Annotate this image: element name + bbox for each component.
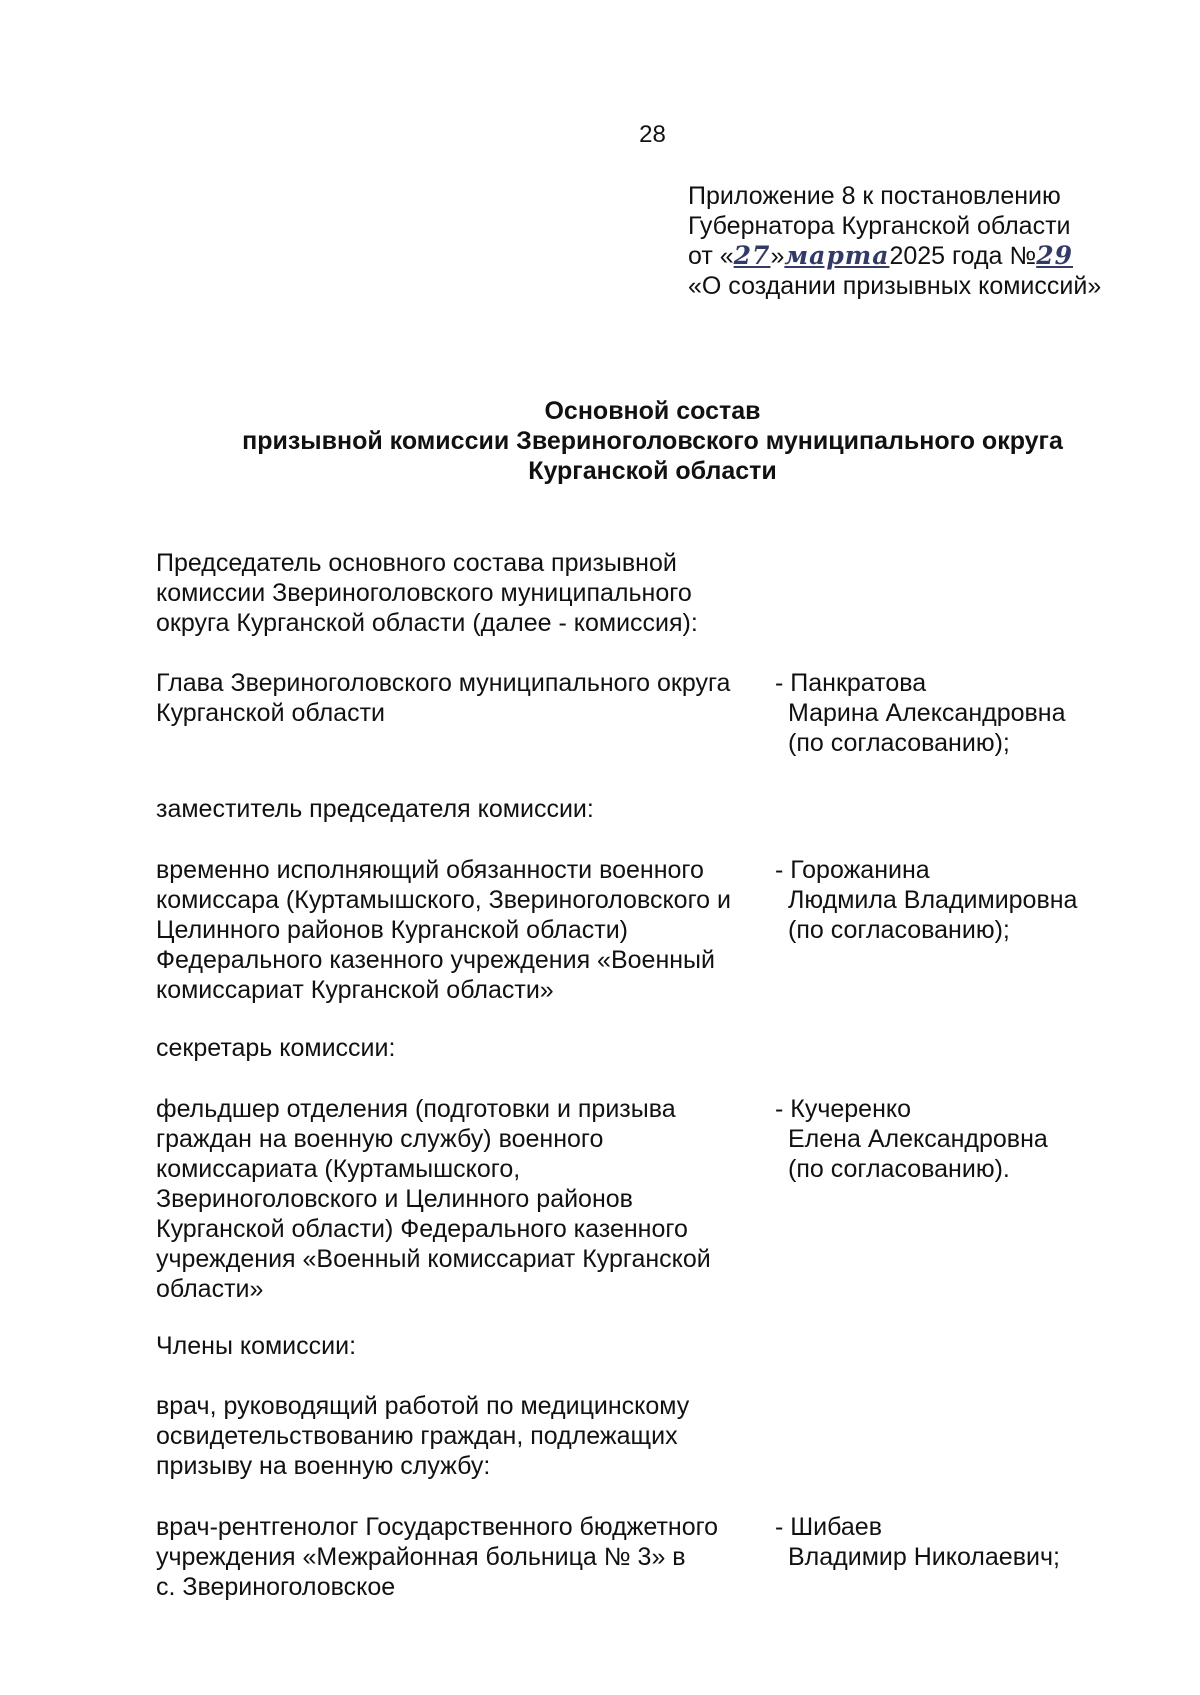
doctor-heading-line: призыву на военную службу: [156, 1452, 491, 1480]
person-name: Елена Александровна [788, 1125, 1048, 1153]
title-line-3: Курганской области [528, 457, 777, 485]
deputy-heading-text: заместитель председателя комиссии: [156, 795, 594, 823]
person-surname: - Кучеренко [775, 1095, 911, 1123]
role-line: граждан на военную службу) военного [156, 1125, 604, 1153]
appendix-date-line [688, 241, 1188, 271]
person-name: Марина Александровна [788, 699, 1066, 727]
person-note: (по согласованию); [788, 729, 1010, 757]
deputy-role [156, 855, 756, 1005]
secretary-heading-text: секретарь комиссии: [156, 1034, 396, 1062]
date-mid: » [770, 242, 785, 270]
page-number: 28 [639, 121, 666, 148]
handwritten-day: 27 [733, 241, 771, 270]
role-line: учреждения «Межрайонная больница № 3» в [156, 1543, 686, 1571]
role-line: Курганской области [156, 699, 386, 727]
doctor-heading-line: освидетельствованию граждан, подлежащих [156, 1422, 678, 1450]
chairman-heading-line: Председатель основного состава призывной [156, 549, 677, 577]
role-line: Звериноголовского и Целинного районов [156, 1185, 633, 1213]
role-line: с. Звериноголовское [156, 1573, 396, 1601]
document-title [0, 396, 1200, 486]
role-line: комиссара (Куртамышского, Звериноголовского и [156, 886, 731, 914]
title-line-2: призывной комиссии Звериноголовского муниципального округа [242, 427, 1063, 455]
handwritten-doc-number: 29 [1036, 241, 1074, 270]
deputy-heading [156, 794, 594, 824]
chairman-role [156, 668, 756, 728]
role-line: комиссариат Курганской области» [156, 976, 554, 1004]
person-note: (по согласованию). [788, 1155, 1010, 1183]
chairman-heading-line: комиссии Звериноголовского муниципального [156, 579, 692, 607]
appendix-line-1: Приложение 8 к постановлению [688, 182, 1061, 210]
role-line: фельдшер отделения (подготовки и призыва [156, 1095, 676, 1123]
role-line: Курганской области) Федерального казенного [156, 1215, 688, 1243]
appendix-line-2: Губернатора Курганской области [688, 212, 1071, 240]
chairman-heading-line: округа Курганской области (далее - комиссия): [156, 609, 698, 637]
role-line: Глава Звериноголовского муниципального округа [156, 669, 731, 697]
secretary-person [775, 1094, 1175, 1184]
role-line: комиссариата (Куртамышского, [156, 1155, 521, 1183]
role-line: учреждения «Военный комиссариат Курганской [156, 1245, 711, 1273]
person-surname: - Панкратова [775, 669, 927, 697]
role-line: Целинного районов Курганской области) [156, 916, 628, 944]
title-line-1: Основной состав [544, 397, 761, 425]
person-surname: - Шибаев [775, 1513, 882, 1541]
chairman-person [775, 668, 1175, 758]
secretary-heading [156, 1033, 395, 1063]
members-heading-text: Члены комиссии: [156, 1332, 357, 1360]
doctor-heading-line: врач, руководящий работой по медицинскому [156, 1392, 690, 1420]
handwritten-month: марта [784, 241, 890, 270]
role-line: временно исполняющий обязанности военного [156, 856, 704, 884]
doctor-role [156, 1512, 756, 1602]
deputy-person [775, 855, 1175, 945]
date-year: 2025 года № [889, 242, 1037, 270]
role-line: области» [156, 1275, 264, 1303]
role-line: врач-рентгенолог Государственного бюджетного [156, 1513, 719, 1541]
appendix-line-4: «О создании призывных комиссий» [688, 272, 1102, 300]
members-heading [156, 1331, 356, 1361]
person-name: Людмила Владимировна [788, 886, 1078, 914]
date-prefix: от « [688, 242, 734, 270]
doctor-heading [156, 1391, 689, 1481]
person-surname: - Горожанина [775, 856, 930, 884]
doctor-person [775, 1512, 1175, 1572]
role-line: Федерального казенного учреждения «Военный [156, 946, 715, 974]
secretary-role [156, 1094, 756, 1304]
person-note: (по согласованию); [788, 916, 1010, 944]
appendix-reference [688, 181, 1188, 301]
chairman-heading [156, 548, 698, 638]
person-name: Владимир Николаевич; [788, 1543, 1060, 1571]
